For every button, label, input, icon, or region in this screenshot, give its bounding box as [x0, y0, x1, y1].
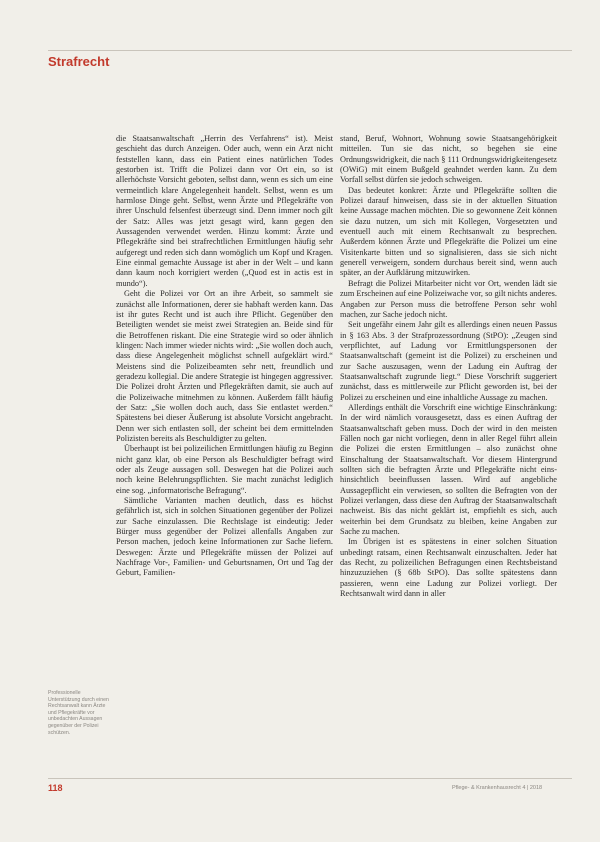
header-rule: [48, 50, 572, 51]
sidenote-caption: Professionelle Unterstützung durch einen Rechtsanwalt kann Ärzte und Pflegekräfte vor unbedachten Aussagen gegenüber der Polizei schützen.: [48, 690, 109, 736]
footer-rule: [48, 778, 572, 779]
left-column: [116, 134, 333, 579]
paragraph: Das bedeutet konkret: Ärzte und Pflegekräfte sollten die Polizei darauf hinweisen, dass sie in der aktuellen Situation keine Aussage machen möchten. Die so gewonnene Zeit können sie dazu nutzen, um sich mit Kollegen, Vorgesetzten und eventuell auch mit einem Rechtsanwalt zu besprechen. Außerdem können Ärzte und Pflegekräfte die Polizei um eine Visitenkarte bitten und so signalisieren, dass sie sich nicht generell verweigern, sondern durchaus bereit sind, wenn auch später, an der Aufklärung mitzuwirken.: [340, 185, 557, 278]
paragraph: Sämtliche Varianten machen deutlich, dass es höchst gefährlich ist, sich in solchen Situationen gegenüber der Polizei zur Sache einzulassen. Die Rechtslage ist eindeutig: Jeder Bürger muss gegenüber der Polizei allenfalls Angaben zur Person machen, jedoch keine Informationen zur Sache liefern. Deswegen: Ärzte und Pflegekräfte müssen der Polizei auf Nachfrage Vor-, Familien- und Geburtsnamen, Ort und Tag der Geburt, Familien-: [116, 496, 333, 578]
paragraph: Im Übrigen ist es spätestens in einer solchen Situation unbedingt ratsam, einen Rechtsanwalt einzuschalten. Jeder hat das Recht, zu polizeilichen Befragungen einen Rechtsbeistand hinzuzuziehen (§ 68b StPO). Das sollte spätestens dann passieren, wenn eine Ladung zur Polizei vorliegt. Der Rechtsanwalt wird dann in aller: [340, 537, 557, 599]
paragraph: stand, Beruf, Wohnort, Wohnung sowie Staatsangehörigkeit mitteilen. Tun sie das nicht, so begehen sie eine Ordnungswidrigkeit, die nach § 111 Ordnungswidrigkeitengesetz (OWiG) mit einem Bußgeld geahndet werden kann. Zu dem Vorfall selbst dürfen sie jedoch schweigen.: [340, 134, 557, 185]
right-column: [340, 134, 557, 599]
paragraph: die Staatsanwaltschaft „Herrin des Verfahrens“ ist). Meist geschieht das durch Anzeigen. Oder auch, wenn ein Arzt nicht feststellen kann, dass ein Patient eines natürlichen Todes gestorben ist. Trifft die Polizei dann vor Ort ein, so ist allerhöchste Vorsicht geboten, selbst dann, wenn es sich um eine vermeintlich klare Angelegenheit handelt. Selbst, wenn es um harmlose Dinge geht. Selbst, wenn Ärzte und Pflegekräfte von ihrer Unschuld felsenfest überzeugt sind. Denn immer noch gilt der Satz: Alles was jetzt gesagt wird, kann gegen den Aussagenden verwendet werden. Hinzu kommt: Ärzte und Pflegekräfte sind bei strafrechtlichen Ermittlungen häufig sehr aufgeregt und reden sich dann womöglich um Kopf und Kragen. Eine einmal gemachte Aussage ist aber in der Welt – und kann dann kaum noch korrigiert werden („Quod est in actis est in mundo“).: [116, 134, 333, 288]
paragraph: Geht die Polizei vor Ort an ihre Arbeit, so sammelt sie zunächst alle Informationen, derer sie habhaft werden kann. Das ist ihr gutes Recht und ist auch ihre Pflicht. Gegenüber den Beteiligten wendet sie meist zwei Strategien an. Beide sind für die Betroffenen riskant. Die eine Strategie wird so oder ähnlich klingen: Nach immer wieder nichts wird: „Sie wollen doch auch, dass diese Angelegenheit möglichst schnell aufgeklärt wird.“ Meistens sind die Polizeibeamten sehr nett, freundlich und geradezu kollegial. Die andere Strategie ist hingegen aggressiver. Die Polizei droht Ärzten und Pflegekräften damit, sie auch auf die Polizeiwache mitnehmen zu können. Außerdem fällt häufig der Satz: „Sie wollen doch auch, dass Sie entlastet werden.“ Spätestens bei dieser Äußerung ist absolute Vorsicht angebracht. Denn wer sich entlasten soll, der scheint bei dem ermittelnden Polizisten bereits als Beschuldigter zu gelten.: [116, 289, 333, 443]
journal-footer: Pflege- & Krankenhausrecht 4 | 2018: [452, 785, 543, 791]
page-number: 118: [48, 783, 63, 793]
paragraph: Überhaupt ist bei polizeilichen Ermittlungen häufig zu Beginn nicht ganz klar, ob eine Person als Beschuldigter befragt wird oder als Zeuge aussagen soll. Deswegen hat die Polizei auch noch keine Belehrungspflichten. Sie macht zunächst lediglich eine sog. „informatorische Befragung“.: [116, 444, 333, 495]
paragraph: Befragt die Polizei Mitarbeiter nicht vor Ort, wenden lädt sie zum Erscheinen auf eine Polizeiwache vor, so gilt nichts anderes. Angaben zur Person muss die betroffene Person sehr wohl machen, zur Sache jedoch nicht.: [340, 278, 557, 319]
paragraph: Allerdings enthält die Vorschrift eine wichtige Einschränkung: In der wird nämlich vorausgesetzt, dass es einen Auftrag der Staatsanwaltschaft geben muss. Doch der wird in den meisten Fällen noch gar nicht vorliegen, denn in aller Regel führt allein die Polizei die ersten Ermittlungen – also zunächst ohne Einschaltung der Staatsanwaltschaft. Vor diesem Hintergrund sollten sich die befragten Ärzte und Pflegekräfte nicht eins-hinsichtlich beeinflussen lassen. Wird auf angebliche Aussagepflicht ein verwiesen, so sollten die Befragten von der Polizei verlangen, dass diese den Auftrag der Staatsanwaltschaft nachweist. Bis das nicht geklärt ist, empfiehlt es sich, auch weiterhin bei dem Grundsatz zu bleiben, keine Angaben zur Sache zu machen.: [340, 402, 557, 537]
paragraph: Seit ungefähr einem Jahr gilt es allerdings einen neuen Passus in § 163 Abs. 3 der Strafprozessordnung (StPO): „Zeugen sind verpflichtet, auf Ladung vor Ermittlungspersonen der Staatsanwaltschaft (gemeint ist die Polizei) zu erscheinen und zur Sache auszusagen, wenn der Ladung ein Auftrag der Staatsanwaltschaft zugrunde liegt.“ Diese Vorschrift suggeriert zunächst, dass es mittlerweile zur Pflicht geworden ist, bei der Polizei zu erscheinen und eine inhaltliche Aussage zu machen.: [340, 320, 557, 402]
section-title: Strafrecht: [48, 54, 110, 69]
